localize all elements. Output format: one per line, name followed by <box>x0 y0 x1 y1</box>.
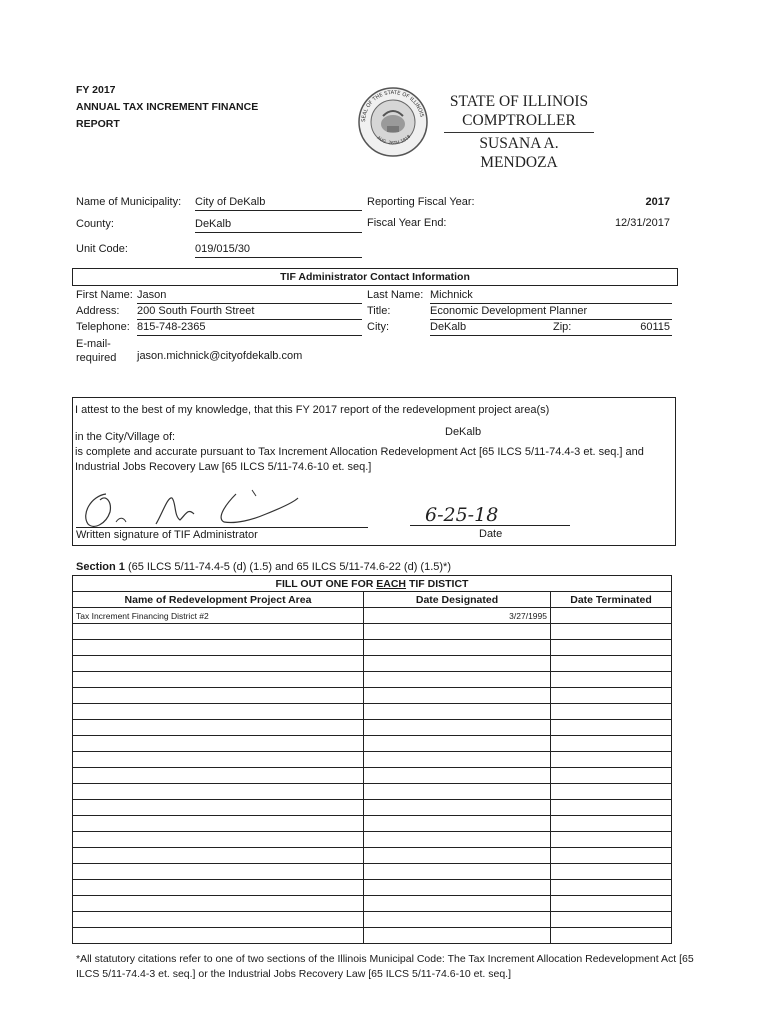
attest-line-4: Industrial Jobs Recovery Law [65 ILCS 5/11-74.6-10 et. seq.] <box>75 461 372 473</box>
empty-cell <box>364 624 551 640</box>
empty-cell <box>364 880 551 896</box>
empty-cell <box>364 656 551 672</box>
table-row <box>73 752 672 768</box>
table-row <box>73 880 672 896</box>
empty-cell <box>551 880 672 896</box>
empty-cell <box>551 864 672 880</box>
office-name: COMPTROLLER <box>462 112 576 129</box>
email-label <box>76 337 116 365</box>
footnote: *All statutory citations refer to one of two sections of the Illinois Municipal Code: The Tax Increment Allocation Redevelopment Act [65 ILCS 5/11-74.4-3 et. seq.] or the Industrial Jobs Recovery Law [65 ILCS 5/11-74.6-10 et. seq.] <box>76 953 694 980</box>
empty-cell <box>73 624 364 640</box>
table-header-row <box>73 592 672 608</box>
email-label-line: E-mail- <box>76 338 111 350</box>
empty-cell <box>73 720 364 736</box>
attest-city-label: in the City/Village of: <box>75 431 176 443</box>
address-field: 200 South Fourth Street <box>137 305 362 320</box>
empty-cell <box>73 816 364 832</box>
last-name-field: Michnick <box>430 289 672 304</box>
admin-section-title: TIF Administrator Contact Information <box>72 268 678 286</box>
unit-code-label: Unit Code: <box>76 243 128 255</box>
telephone-field: 815-748-2365 <box>137 321 362 336</box>
empty-cell <box>73 752 364 768</box>
empty-cell <box>551 640 672 656</box>
empty-cell <box>73 656 364 672</box>
state-name: STATE OF ILLINOIS <box>449 93 589 110</box>
empty-cell <box>73 688 364 704</box>
empty-cell <box>364 800 551 816</box>
empty-cell <box>73 912 364 928</box>
district-name-cell: Tax Increment Financing District #2 <box>73 608 364 624</box>
seal-text-top: SEAL OF THE STATE OF ILLINOIS <box>360 89 425 123</box>
fill-out-tail: TIF DISTICT <box>406 577 469 590</box>
empty-cell <box>73 880 364 896</box>
email-value: jason.michnick@cityofdekalb.com <box>137 350 303 362</box>
report-title <box>76 82 258 133</box>
empty-cell <box>73 864 364 880</box>
empty-cell <box>364 784 551 800</box>
empty-cell <box>551 848 672 864</box>
table-row <box>73 928 672 944</box>
empty-cell <box>551 752 672 768</box>
empty-cell <box>551 768 672 784</box>
empty-cell <box>73 848 364 864</box>
blank-rows <box>73 624 672 944</box>
table-row <box>73 656 672 672</box>
header-rule <box>444 132 594 133</box>
signature-label: Written signature of TIF Administrator <box>76 529 258 541</box>
table-row <box>73 816 672 832</box>
table-row <box>73 912 672 928</box>
date-designated-cell: 3/27/1995 <box>364 608 551 624</box>
attest-city-value: DeKalb <box>445 426 482 438</box>
table-row <box>73 720 672 736</box>
fiscal-end-label: Fiscal Year End: <box>367 217 447 229</box>
empty-cell <box>364 672 551 688</box>
col-header-terminated: Date Terminated <box>551 592 672 608</box>
comptroller-block <box>444 92 594 172</box>
col-header-name: Name of Redevelopment Project Area <box>73 592 364 608</box>
table-title-row <box>73 576 672 592</box>
empty-cell <box>73 640 364 656</box>
table-row <box>73 832 672 848</box>
zip-label: Zip: <box>553 321 572 333</box>
municipality-field: City of DeKalb <box>195 196 362 211</box>
empty-cell <box>551 896 672 912</box>
table-row <box>73 672 672 688</box>
empty-cell <box>551 624 672 640</box>
table-row <box>73 848 672 864</box>
county-label: County: <box>76 218 114 230</box>
first-name-label: First Name: <box>76 289 133 301</box>
empty-cell <box>364 768 551 784</box>
empty-cell <box>364 720 551 736</box>
empty-cell <box>73 832 364 848</box>
tif-district-table <box>72 575 672 944</box>
report-title-line: FY 2017 <box>76 84 116 96</box>
table-row <box>73 688 672 704</box>
empty-cell <box>551 656 672 672</box>
first-name-field: Jason <box>137 289 362 304</box>
empty-cell <box>364 752 551 768</box>
empty-cell <box>73 704 364 720</box>
fiscal-year-value: 2017 <box>645 196 670 208</box>
empty-cell <box>551 816 672 832</box>
seal-text-bottom: AUG. 26TH 1818 <box>375 134 413 147</box>
table-title <box>73 576 672 592</box>
empty-cell <box>73 672 364 688</box>
illinois-seal-icon <box>353 86 433 158</box>
section1-heading-bold: Section 1 <box>76 561 125 573</box>
unit-code-field: 019/015/30 <box>195 243 362 258</box>
empty-cell <box>364 928 551 944</box>
empty-cell <box>364 864 551 880</box>
empty-cell <box>364 704 551 720</box>
fiscal-end-value: 12/31/2017 <box>614 217 670 229</box>
attest-line-1: I attest to the best of my knowledge, that this FY 2017 report of the redevelopment project area(s) <box>75 404 550 416</box>
date-label: Date <box>479 528 503 540</box>
empty-cell <box>73 784 364 800</box>
empty-cell <box>551 832 672 848</box>
signed-date: 6-25-18 <box>425 504 499 526</box>
table-row <box>73 624 672 640</box>
empty-cell <box>551 912 672 928</box>
empty-cell <box>551 784 672 800</box>
empty-cell <box>364 640 551 656</box>
empty-cell <box>551 704 672 720</box>
table-row <box>73 800 672 816</box>
empty-cell <box>364 832 551 848</box>
empty-cell <box>551 672 672 688</box>
section1-heading <box>76 561 451 573</box>
city-value: DeKalb <box>430 321 467 333</box>
empty-cell <box>73 896 364 912</box>
signature-line <box>76 527 368 528</box>
empty-cell <box>551 688 672 704</box>
address-label: Address: <box>76 305 120 317</box>
section1-heading-citation: (65 ILCS 5/11-74.4-5 (d) (1.5) and 65 ILCS 5/11-74.6-22 (d) (1.5)*) <box>124 561 451 573</box>
report-title-line: ANNUAL TAX INCREMENT FINANCE <box>76 101 259 113</box>
empty-cell <box>364 688 551 704</box>
col-header-designated: Date Designated <box>364 592 551 608</box>
fiscal-year-label: Reporting Fiscal Year: <box>367 196 475 208</box>
zip-value: 60115 <box>640 321 670 333</box>
table-row <box>73 704 672 720</box>
report-title-line: REPORT <box>76 118 120 130</box>
date-terminated-cell <box>551 608 672 624</box>
empty-cell <box>73 768 364 784</box>
county-field: DeKalb <box>195 218 362 233</box>
email-label-line: required <box>76 352 117 364</box>
title-label: Title: <box>367 305 391 317</box>
title-field: Economic Development Planner <box>430 305 672 320</box>
table-row <box>73 896 672 912</box>
empty-cell <box>364 848 551 864</box>
telephone-label: Telephone: <box>76 321 130 333</box>
table-row <box>73 640 672 656</box>
municipality-label: Name of Municipality: <box>76 196 182 208</box>
empty-cell <box>73 736 364 752</box>
table-row <box>73 608 672 624</box>
empty-cell <box>73 928 364 944</box>
fill-out-text: FILL OUT ONE FOR <box>275 577 377 590</box>
empty-cell <box>364 736 551 752</box>
date-line <box>410 525 570 526</box>
table-row <box>73 864 672 880</box>
comptroller-name: SUSANA A. MENDOZA <box>479 135 559 171</box>
empty-cell <box>364 896 551 912</box>
table-row <box>73 784 672 800</box>
empty-cell <box>551 928 672 944</box>
empty-cell <box>73 800 364 816</box>
empty-cell <box>551 736 672 752</box>
attest-line-3: is complete and accurate pursuant to Tax Increment Allocation Redevelopment Act [65 ILCS 5/11-74.4-3 et. seq.] and <box>75 446 644 458</box>
table-row <box>73 768 672 784</box>
table-row <box>73 736 672 752</box>
city-label: City: <box>367 321 389 333</box>
fill-out-each: EACH <box>376 577 407 590</box>
empty-cell <box>364 816 551 832</box>
signature-icon <box>76 484 316 532</box>
empty-cell <box>551 800 672 816</box>
last-name-label: Last Name: <box>367 289 424 301</box>
empty-cell <box>551 720 672 736</box>
empty-cell <box>364 912 551 928</box>
